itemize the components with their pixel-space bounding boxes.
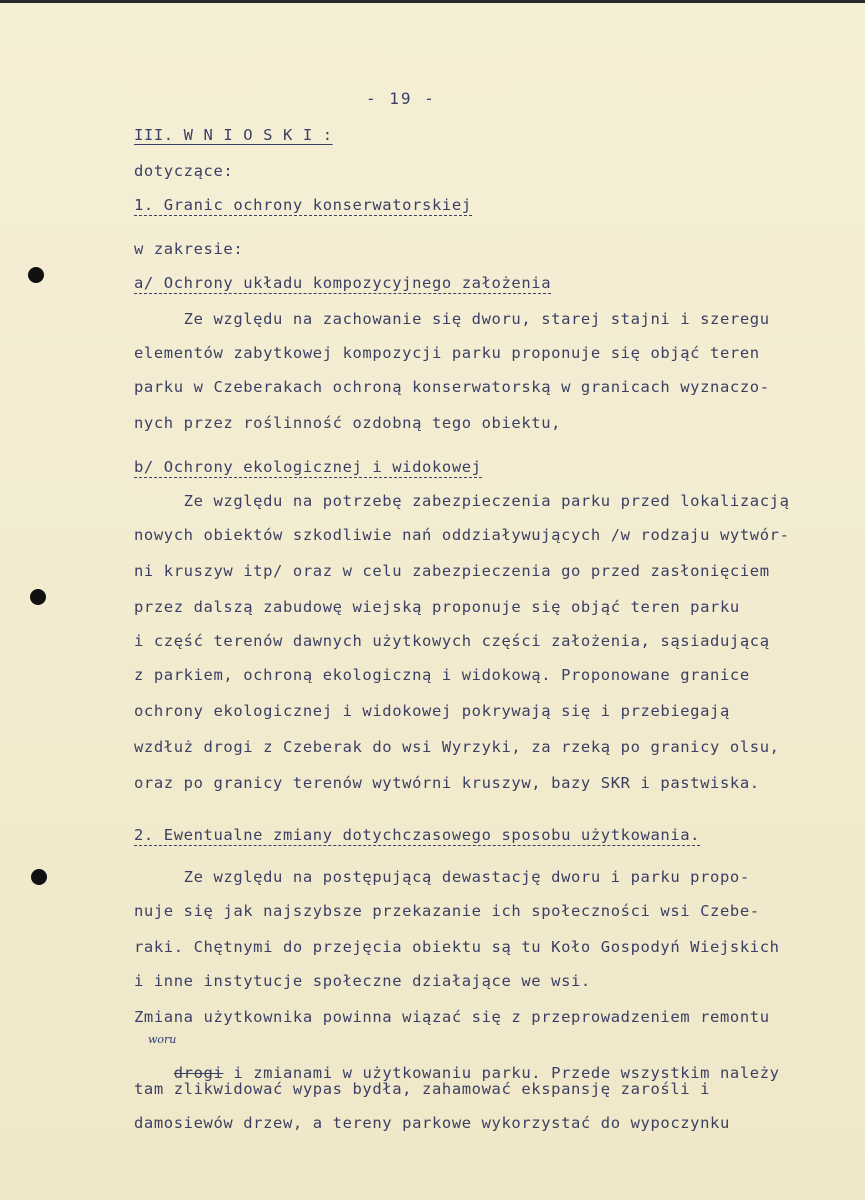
paragraph-line: oraz po granicy terenów wytwórni kruszyw, bazy SKR i pastwiska. <box>134 774 760 792</box>
paragraph-line: nych przez roślinność ozdobną tego obiektu, <box>134 414 562 432</box>
subsection-b-title: b/ Ochrony ekologicznej i widokowej <box>134 458 482 476</box>
paragraph-line: i część terenów dawnych użytkowych części założenia, sąsiadującą <box>134 632 770 650</box>
paragraph-line: tam zlikwidować wypas bydła, zahamować ekspansję zarośli i <box>134 1080 711 1098</box>
paragraph-line: parku w Czeberakach ochroną konserwatorską w granicach wyznaczo- <box>134 378 770 396</box>
paragraph-line: Ze względu na potrzebę zabezpieczenia parku przed lokalizacją <box>134 492 790 510</box>
punch-hole-top <box>28 267 44 283</box>
paragraph-line: ochrony ekologicznej i widokowej pokrywają się i przebiegają <box>134 702 730 720</box>
paragraph-line: nuje się jak najszybsze przekazanie ich społeczności wsi Czebe- <box>134 902 760 920</box>
paragraph-line: damosiewów drzew, a tereny parkowe wykorzystać do wypoczynku <box>134 1114 730 1132</box>
paragraph-line: elementów zabytkowej kompozycji parku proponuje się objąć teren <box>134 344 760 362</box>
section-heading: III. W N I O S K I : <box>134 126 333 144</box>
paragraph-line: Ze względu na zachowanie się dworu, starej stajni i szeregu <box>134 310 770 328</box>
subsection-a-title: a/ Ochrony układu kompozycyjnego założenia <box>134 274 552 292</box>
subheading: dotyczące: <box>134 162 234 180</box>
paragraph-line: wzdłuż drogi z Czeberak do wsi Wyrzyki, za rzeką po granicy olsu, <box>134 738 780 756</box>
page-number: - 19 - <box>366 89 436 108</box>
struck-word: drogi <box>173 1064 224 1082</box>
paragraph-line: z parkiem, ochroną ekologiczną i widokową. Proponowane granice <box>134 666 750 684</box>
paragraph-line: Ze względu na postępującą dewastację dworu i parku propo- <box>134 868 750 886</box>
paragraph-line: ni kruszyw itp/ oraz w celu zabezpieczenia go przed zasłonięciem <box>134 562 770 580</box>
handwritten-correction: woru <box>148 1033 177 1046</box>
line-remainder: i zmianami w użytkowaniu parku. Przede wszystkim należy <box>223 1064 780 1082</box>
punch-hole-middle <box>30 589 46 605</box>
paragraph-line: nowych obiektów szkodliwie nań oddziaływujących /w rodzaju wytwór- <box>134 526 790 544</box>
section2-title: 2. Ewentualne zmiany dotychczasowego sposobu użytkowania. <box>134 826 701 844</box>
punch-hole-bottom <box>31 869 47 885</box>
section1-intro: w zakresie: <box>134 240 244 258</box>
paragraph-line: przez dalszą zabudowę wiejską proponuje się objąć teren parku <box>134 598 740 616</box>
paragraph-line: i inne instytucje społeczne działające we wsi. <box>134 972 591 990</box>
paragraph-line: raki. Chętnymi do przejęcia obiektu są tu Koło Gospodyń Wiejskich <box>134 938 780 956</box>
section1-title: 1. Granic ochrony konserwatorskiej <box>134 196 472 214</box>
paragraph-line: Zmiana użytkownika powinna wiązać się z przeprowadzeniem remontu <box>134 1008 770 1026</box>
